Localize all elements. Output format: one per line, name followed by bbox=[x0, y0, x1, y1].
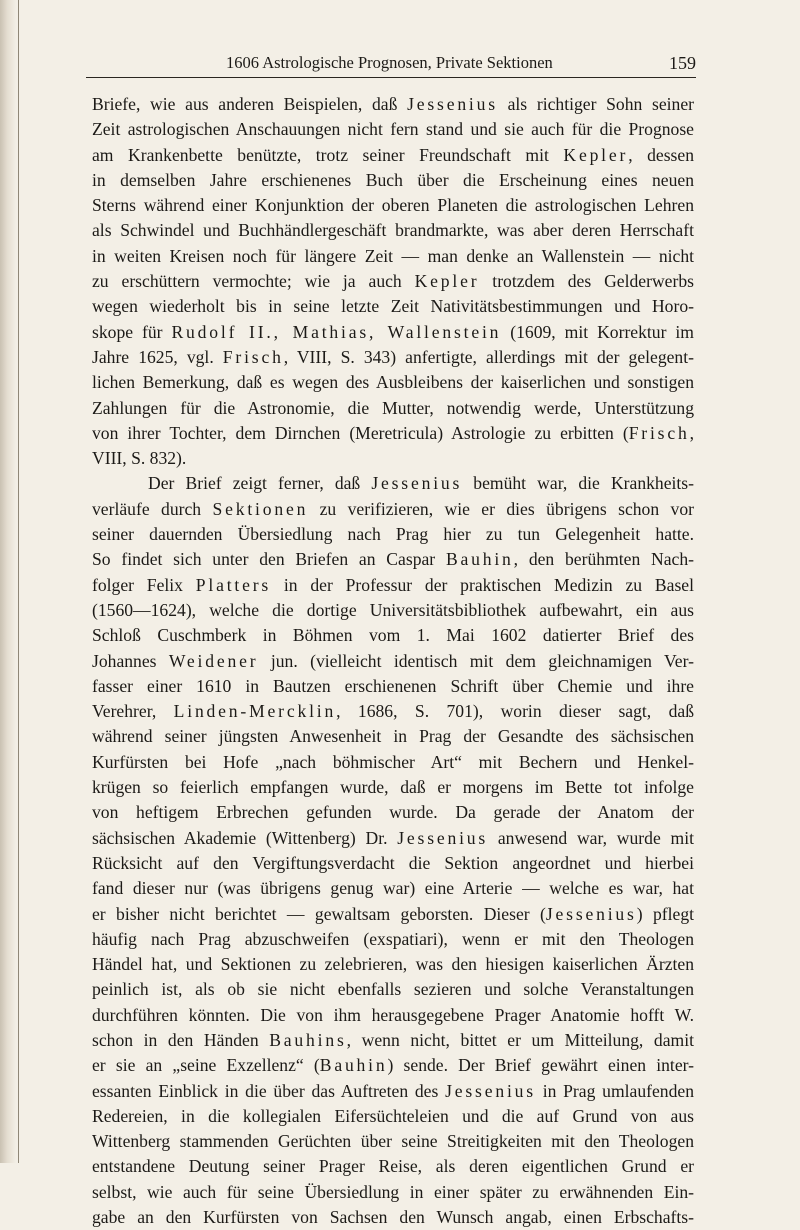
text-run: folger Felix bbox=[92, 574, 196, 595]
text-line bbox=[92, 775, 694, 800]
text-line bbox=[92, 446, 694, 471]
text-line bbox=[92, 193, 694, 218]
text-line bbox=[92, 345, 694, 370]
text-line bbox=[92, 1104, 694, 1129]
text-run: Sterns während einer Konjunktion der oberen Planeten die astrologischen Lehren bbox=[92, 195, 694, 216]
text-run: von heftigem Erbrechen gefunden wurde. Da gerade der Anatom der bbox=[92, 802, 694, 823]
spaced-name: Kepler bbox=[414, 271, 480, 292]
spaced-name: Frisch bbox=[222, 346, 284, 367]
text-run: Rücksicht auf den Vergiftungsverdacht die Sektion angeordnet und hierbei bbox=[92, 852, 694, 873]
text-line bbox=[92, 724, 694, 749]
text-run: wegen wiederholt bis in seine letzte Zeit Nativitätsbestimmungen und Horo- bbox=[92, 296, 694, 317]
text-run: , den berühmten Nach- bbox=[513, 549, 694, 570]
spaced-name: Frisch bbox=[628, 422, 690, 443]
text-run: , wenn nicht, bittet er um Mitteilung, damit bbox=[346, 1029, 694, 1050]
header-title: 1606 Astrologische Prognosen, Private Sektionen bbox=[226, 53, 553, 72]
text-run: So findet sich unter den Briefen an Caspar bbox=[92, 549, 446, 570]
page-number: 159 bbox=[669, 53, 696, 73]
text-line bbox=[92, 674, 694, 699]
text-line bbox=[92, 547, 694, 572]
text-line bbox=[92, 269, 694, 294]
text-line bbox=[92, 876, 694, 901]
text-run: in demselben Jahre erschienenes Buch über die Erscheinung eines neuen bbox=[92, 169, 694, 190]
spaced-name: Weidener bbox=[168, 650, 259, 671]
text-run: ) pflegt bbox=[636, 903, 694, 924]
text-run: zu verifizieren, wie er dies übrigens schon vor bbox=[308, 498, 694, 519]
text-run: fasser einer 1610 in Bautzen erschienenen Schrift über Chemie und ihre bbox=[92, 675, 694, 696]
text-line bbox=[92, 1028, 694, 1053]
text-run: zu erschüttern vermochte; wie ja auch bbox=[92, 271, 415, 292]
running-header bbox=[86, 51, 696, 75]
text-run: Johannes bbox=[92, 650, 169, 671]
text-run: Zeit astrologischen Anschauungen nicht fern stand und sie auch für die Prognose bbox=[92, 119, 694, 140]
text-run: peinlich ist, als ob sie nicht ebenfalls sezieren und solche Veranstaltungen bbox=[92, 979, 694, 1000]
text-line bbox=[92, 623, 694, 648]
spaced-name: Jessenius bbox=[407, 94, 498, 114]
page-edge-line bbox=[18, 0, 19, 1163]
text-line bbox=[92, 396, 694, 421]
spaced-name: Bauhin bbox=[319, 1055, 388, 1076]
text-line bbox=[92, 699, 694, 724]
text-run: (1560—1624), welche die dortige Universitätsbibliothek aufbewahrt, ein aus bbox=[92, 599, 694, 620]
text-run: trotzdem des Gelderwerbs bbox=[479, 271, 694, 292]
text-line bbox=[92, 1053, 694, 1078]
text-run: Kurfürsten bei Hofe „nach böhmischer Art“ mit Bechern und Henkel- bbox=[92, 751, 694, 772]
text-line bbox=[92, 497, 694, 522]
text-run: Zahlungen für die Astronomie, die Mutter, notwendig werde, Unterstützung bbox=[92, 397, 694, 418]
text-line bbox=[92, 1079, 694, 1104]
text-line bbox=[92, 573, 694, 598]
spaced-name: Bauhin bbox=[445, 549, 514, 570]
text-line bbox=[92, 92, 694, 117]
text-line bbox=[92, 421, 694, 446]
text-run: Briefe, wie aus anderen Beispielen, daß bbox=[92, 94, 408, 114]
text-line bbox=[92, 927, 694, 952]
text-line bbox=[92, 649, 694, 674]
text-line bbox=[92, 1003, 694, 1028]
text-line bbox=[92, 143, 694, 168]
text-run: lichen Bemerkung, daß es wegen des Ausbleibens der kaiserlichen und sonstigen bbox=[92, 372, 694, 393]
spaced-name: Sektionen bbox=[212, 498, 309, 519]
text-run: von ihrer Tochter, dem Dirnchen (Meretricula) Astrologie zu erbitten ( bbox=[92, 422, 629, 443]
text-run: essanten Einblick in die über das Auftreten des bbox=[92, 1080, 446, 1101]
text-run: ) sende. Der Brief gewährt einen inter- bbox=[387, 1055, 694, 1076]
text-run: Jahre 1625, vgl. bbox=[92, 346, 223, 367]
text-line bbox=[92, 117, 694, 142]
spaced-name: Rudolf II., Mathias, Wallenstein bbox=[171, 321, 502, 342]
text-line bbox=[92, 1205, 694, 1230]
header-rule bbox=[86, 77, 696, 78]
spaced-name: Bauhins bbox=[269, 1029, 347, 1050]
text-run: Der Brief zeigt ferner, daß bbox=[148, 473, 372, 494]
text-line bbox=[92, 1129, 694, 1154]
text-run: während seiner jüngsten Anwesenheit in Prag der Gesandte des sächsischen bbox=[92, 726, 694, 747]
spaced-name: Platters bbox=[195, 574, 272, 595]
text-run: selbst, wie auch für seine Übersiedlung in einer später zu erwähnenden Ein- bbox=[92, 1181, 694, 1202]
text-run: sächsischen Akademie (Wittenberg) Dr. bbox=[92, 827, 398, 848]
text-run: schon in den Händen bbox=[92, 1029, 270, 1050]
text-line bbox=[92, 851, 694, 876]
text-run: krügen so feierlich empfangen wurde, daß er morgens im Bette tot infolge bbox=[92, 777, 694, 798]
text-run: Verehrer, bbox=[92, 701, 174, 722]
text-line bbox=[92, 826, 694, 851]
text-line bbox=[92, 168, 694, 193]
text-run: bemüht war, die Krankheits- bbox=[462, 473, 694, 494]
spaced-name: Jessenius bbox=[371, 473, 463, 494]
text-run: durchführen könnten. Die von ihm herausgegebene Prager Anatomie hofft W. bbox=[92, 1004, 694, 1025]
text-run: in Prag umlaufenden bbox=[535, 1080, 694, 1101]
text-run: er sie an „seine Exzellenz“ ( bbox=[92, 1055, 320, 1076]
text-run: , 1686, S. 701), worin dieser sagt, daß bbox=[336, 701, 694, 722]
text-run: entstandene Deutung seiner Prager Reise, als deren eigentlichen Grund er bbox=[92, 1156, 694, 1177]
text-run: Händel hat, und Sektionen zu zelebrieren, was den hiesigen kaiserlichen Ärzten bbox=[92, 954, 694, 975]
text-run: in der Professur der praktischen Medizin zu Basel bbox=[271, 574, 694, 595]
page-gutter-shadow bbox=[0, 0, 16, 1163]
text-run: seiner dauernden Übersiedlung nach Prag hier zu tun Gelegenheit hatte. bbox=[92, 524, 694, 545]
text-run: als richtiger Sohn seiner bbox=[497, 94, 694, 114]
spaced-name: Jessenius bbox=[445, 1080, 536, 1101]
text-run: , VIII, S. 343) anfertigte, allerdings mit der gelegent- bbox=[283, 346, 694, 367]
spaced-name: Linden-Mercklin bbox=[173, 701, 337, 722]
text-run: fand dieser nur (was übrigens genug war) eine Arterie — welche es war, hat bbox=[92, 878, 694, 899]
text-run: Schloß Cuschmberk in Böhmen vom 1. Mai 1602 datierter Brief des bbox=[92, 625, 694, 646]
text-run: skope für bbox=[92, 321, 172, 342]
text-line bbox=[92, 1180, 694, 1205]
text-run: , bbox=[689, 422, 694, 443]
text-run: VIII, S. 832). bbox=[92, 448, 187, 469]
text-line bbox=[92, 218, 694, 243]
text-line bbox=[92, 244, 694, 269]
text-run: gabe an den Kurfürsten von Sachsen den Wunsch angab, einen Erbschafts- bbox=[92, 1207, 694, 1228]
text-line bbox=[92, 471, 694, 496]
text-run: als Schwindel und Buchhändlergeschäft brandmarkte, was aber deren Herrschaft bbox=[92, 220, 694, 241]
text-run: (1609, mit Korrektur im bbox=[501, 321, 694, 342]
text-line bbox=[92, 598, 694, 623]
text-line bbox=[92, 902, 694, 927]
text-line bbox=[92, 294, 694, 319]
text-line bbox=[92, 370, 694, 395]
text-line bbox=[92, 977, 694, 1002]
spaced-name: Jessenius bbox=[397, 827, 489, 848]
text-run: er bisher nicht berichtet — gewaltsam geborsten. Dieser ( bbox=[92, 903, 546, 924]
text-run: in weiten Kreisen noch für längere Zeit — man denke an Wallenstein — nicht bbox=[92, 245, 694, 266]
text-run: häufig nach Prag abzuschweifen (exspatiari), wenn er mit den Theologen bbox=[92, 928, 694, 949]
body-text bbox=[92, 92, 694, 1230]
text-run: , dessen bbox=[628, 144, 694, 165]
text-line bbox=[92, 952, 694, 977]
text-run: anwesend war, wurde mit bbox=[488, 827, 694, 848]
text-run: am Krankenbette benützte, trotz seiner Freundschaft mit bbox=[92, 144, 564, 165]
text-run: Wittenberg stammenden Gerüchten über seine Streitigkeiten mit den Theologen bbox=[92, 1131, 694, 1152]
text-run: Redereien, in die kollegialen Eifersüchteleien und die auf Grund von aus bbox=[92, 1105, 694, 1126]
text-line bbox=[92, 522, 694, 547]
text-run: jun. (vielleicht identisch mit dem gleichnamigen Ver- bbox=[258, 650, 694, 671]
text-line bbox=[92, 750, 694, 775]
text-line bbox=[92, 320, 694, 345]
text-run: verläufe durch bbox=[92, 498, 213, 519]
text-line bbox=[92, 800, 694, 825]
spaced-name: Kepler bbox=[563, 144, 629, 165]
spaced-name: Jessenius bbox=[545, 903, 637, 924]
text-line bbox=[92, 1154, 694, 1179]
